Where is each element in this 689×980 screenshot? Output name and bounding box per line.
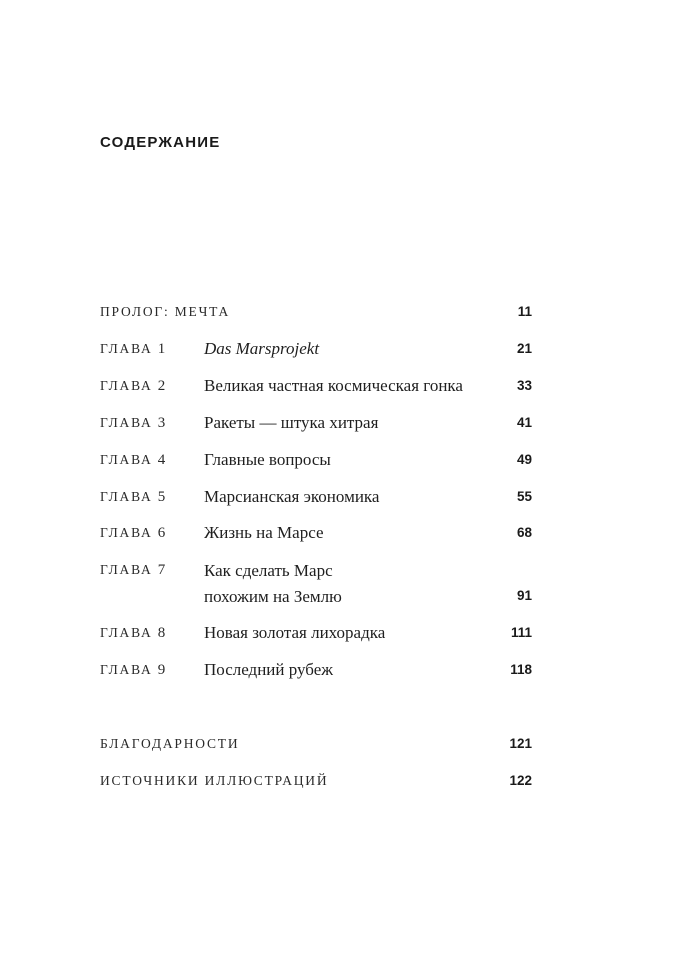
chapter-title: Последний рубеж — [204, 660, 334, 679]
toc-entry-illustration-sources[interactable] — [100, 769, 532, 793]
chapter-title: Главные вопросы — [204, 450, 331, 469]
chapter-title: Марсианская экономика — [204, 487, 380, 506]
toc-page-number: 91 — [516, 588, 532, 603]
chapter-title-line-1: Как сделать Марс — [204, 561, 333, 580]
chapter-label: ГЛАВА 8 — [100, 625, 166, 641]
chapter-title: Великая частная космическая гонка — [204, 376, 463, 395]
chapter-title: Жизнь на Марсе — [204, 523, 324, 542]
toc-page-number: 122 — [509, 773, 532, 788]
toc-page-number: 68 — [516, 525, 532, 540]
toc-entry-prologue[interactable] — [100, 300, 532, 324]
toc-entry-chapter-9[interactable] — [100, 658, 532, 682]
chapter-title — [204, 558, 494, 610]
toc-entry-chapter-5[interactable] — [100, 485, 532, 509]
toc-page-number: 118 — [510, 662, 532, 677]
chapter-label: ГЛАВА 1 — [100, 341, 166, 357]
toc-entry-acknowledgements[interactable] — [100, 732, 532, 756]
toc-page-number: 55 — [516, 489, 532, 504]
chapter-label: ГЛАВА 2 — [100, 378, 166, 394]
toc-entry-label: ИСТОЧНИКИ ИЛЛЮСТРАЦИЙ — [100, 773, 329, 788]
toc-entry-chapter-7[interactable] — [100, 558, 532, 608]
toc-entry-chapter-6[interactable] — [100, 521, 532, 545]
chapter-label: ГЛАВА 5 — [100, 489, 166, 505]
toc-entry-chapter-3[interactable] — [100, 411, 532, 435]
chapter-label: ГЛАВА 7 — [100, 562, 166, 578]
toc-page-number: 33 — [516, 378, 532, 393]
toc-page-number: 21 — [516, 341, 532, 356]
chapter-label: ГЛАВА 9 — [100, 662, 166, 678]
toc-entry-chapter-4[interactable] — [100, 448, 532, 472]
chapter-title: Новая золотая лихорадка — [204, 623, 386, 642]
chapter-title: Das Marsprojekt — [204, 339, 320, 358]
toc-entry-label: ПРОЛОГ: МЕЧТА — [100, 304, 231, 319]
toc-page-number: 111 — [510, 625, 532, 640]
toc-page-number: 49 — [516, 452, 532, 467]
chapter-label: ГЛАВА 4 — [100, 452, 166, 468]
toc-entry-chapter-1[interactable] — [100, 337, 532, 361]
toc-entry-chapter-2[interactable] — [100, 374, 532, 398]
toc-page-number: 121 — [509, 736, 532, 751]
page-title: СОДЕРЖАНИЕ — [100, 134, 221, 151]
chapter-label: ГЛАВА 3 — [100, 415, 166, 431]
toc-page-number: 41 — [516, 415, 532, 430]
chapter-title-line-2: похожим на Землю — [204, 587, 342, 606]
toc-entry-chapter-8[interactable] — [100, 621, 532, 645]
chapter-title: Ракеты — штука хитрая — [204, 413, 379, 432]
toc-entry-label: БЛАГОДАРНОСТИ — [100, 736, 240, 751]
chapter-label: ГЛАВА 6 — [100, 525, 166, 541]
toc-page-number: 11 — [517, 304, 532, 319]
